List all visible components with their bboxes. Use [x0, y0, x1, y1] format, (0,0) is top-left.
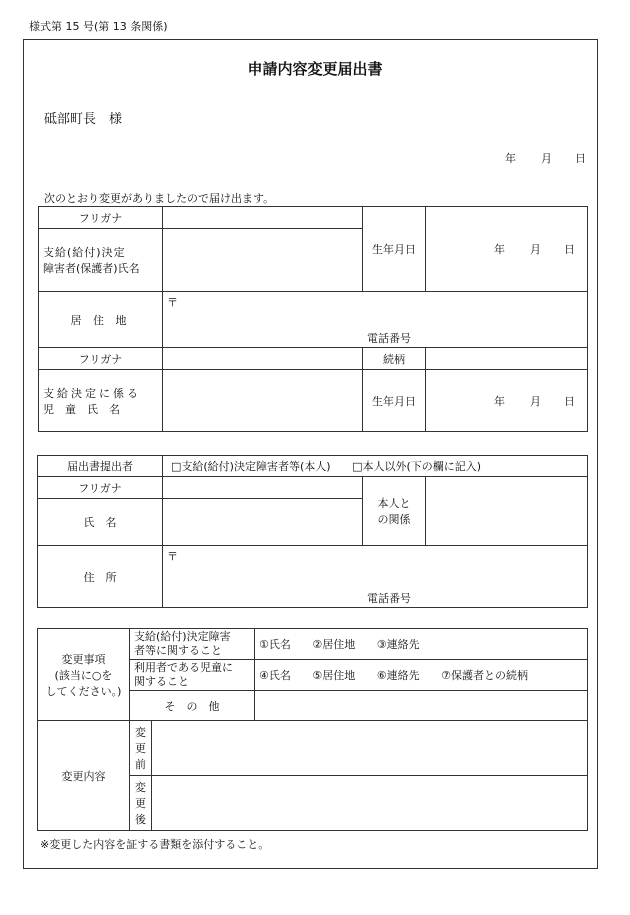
opt-6-contact[interactable]: ⑥連絡先 — [376, 669, 420, 682]
child-furigana-input[interactable] — [163, 348, 363, 370]
cbd-month: 月 — [530, 394, 541, 408]
footnote: ※変更した内容を証する書類を添付すること。 — [40, 838, 270, 851]
month-label: 月 — [541, 152, 552, 165]
opt-1-name[interactable]: ①氏名 — [259, 638, 291, 651]
option-other-checkbox[interactable]: □本人以外(下の欄に記入) — [352, 460, 482, 473]
category-child-label: 利用者である児童に 関すること — [130, 660, 255, 691]
submitter-address-field[interactable] — [163, 546, 588, 608]
page-title: 申請内容変更届出書 — [247, 60, 383, 78]
form-number: 様式第 15 号(第 13 条関係) — [29, 20, 168, 33]
change-items-label: 変更事項 (該当に○を してください。) — [38, 629, 130, 721]
birth-date-label: 生年月日 — [363, 207, 426, 292]
cbd-year: 年 — [494, 394, 505, 408]
day-label: 日 — [575, 152, 586, 165]
bd-day: 日 — [564, 243, 575, 256]
submitter-phone-label: 電話番号 — [367, 592, 411, 605]
postal-mark: 〒 — [167, 296, 178, 309]
opt-3-contact[interactable]: ③連絡先 — [376, 638, 420, 651]
other-input[interactable] — [255, 691, 588, 721]
recipient-name-label: 支給(給付)決定 障害者(保護者)氏名 — [39, 229, 163, 292]
birth-date-field[interactable] — [426, 207, 588, 292]
child-birth-date-label: 生年月日 — [363, 370, 426, 432]
after-label: 変更後 — [130, 776, 152, 831]
relation-label: 本人と の関係 — [363, 477, 426, 546]
opt-2-residence[interactable]: ②居住地 — [312, 638, 356, 651]
category-recipient-options — [255, 629, 588, 660]
change-table — [37, 628, 588, 831]
recipient-name-input[interactable] — [163, 229, 363, 292]
category-child-options — [255, 660, 588, 691]
opt-4-name[interactable]: ④氏名 — [259, 669, 291, 682]
submitter-name-label: 氏 名 — [38, 499, 163, 546]
year-label: 年 — [505, 152, 516, 165]
relationship-label: 続柄 — [363, 348, 426, 370]
opt-5-residence[interactable]: ⑤居住地 — [312, 669, 356, 682]
child-birth-date-field[interactable] — [426, 370, 588, 432]
submitter-name-input[interactable] — [163, 499, 363, 546]
address-label: 居 住 地 — [39, 292, 163, 348]
category-recipient-label: 支給(給付)決定障害 者等に関すること — [130, 629, 255, 660]
addressee: 砥部町長 様 — [44, 112, 123, 127]
relation-input[interactable] — [426, 477, 588, 546]
before-input[interactable] — [152, 721, 588, 776]
furigana-input[interactable] — [163, 207, 363, 229]
submitter-furigana-input[interactable] — [163, 477, 363, 499]
date-line — [505, 150, 586, 166]
submitter-options — [163, 456, 588, 477]
submitter-address-label: 住 所 — [38, 546, 163, 608]
applicant-table — [38, 206, 588, 432]
submitter-furigana-label: フリガナ — [38, 477, 163, 499]
child-furigana-label: フリガナ — [39, 348, 163, 370]
bd-month: 月 — [530, 243, 541, 256]
before-label: 変更前 — [130, 721, 152, 776]
submitter-table — [37, 455, 588, 608]
child-name-input[interactable] — [163, 370, 363, 432]
after-input[interactable] — [152, 776, 588, 831]
cbd-day: 日 — [564, 394, 575, 408]
intro-text: 次のとおり変更がありましたので届け出ます。 — [44, 192, 275, 205]
relationship-input[interactable] — [426, 348, 588, 370]
opt-7-guardian-relation[interactable]: ⑦保護者との続柄 — [441, 669, 528, 682]
phone-label: 電話番号 — [367, 332, 411, 345]
option-self-checkbox[interactable]: □支給(給付)決定障害者等(本人) — [171, 460, 331, 473]
submitter-label: 届出書提出者 — [38, 456, 163, 477]
furigana-label: フリガナ — [39, 207, 163, 229]
other-label: そ の 他 — [130, 691, 255, 721]
address-field[interactable] — [163, 292, 588, 348]
child-name-label: 支給決定に係る 児 童 氏 名 — [39, 370, 163, 432]
change-content-label: 変更内容 — [38, 721, 130, 831]
submitter-postal-mark: 〒 — [167, 550, 178, 563]
bd-year: 年 — [494, 243, 505, 256]
